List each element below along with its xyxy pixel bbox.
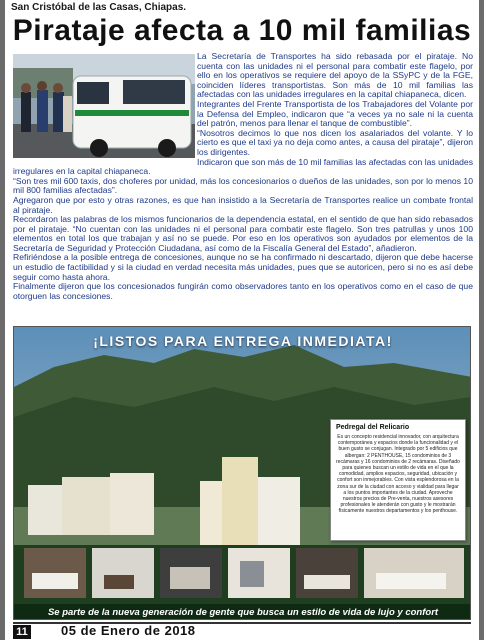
- newspaper-page: [5, 0, 479, 640]
- article-paragraph: Integrantes del Frente Transportista de los Trabajadores del Volante por la Defensa del Empleo, indicaron que “a veces ya no sale ni la cuenta del patrón, menos para llenar el tanque de combustible”.: [197, 98, 473, 129]
- article-paragraph: Recordaron las palabras de los mismos funcionarios de la dependencia estatal, en el sentido de que han sido rebasados por el pirataje. “No cuentan con las unidades ni el personal para combatir este flagelo. Son tres patrullas y unos 100 elementos en total los que trabajan y así no se puede. Por eso en los operativos son ayudados por elementos de la Secretaría de Seguridad y Protección Ciudadana, así como de la Fiscalía General del Estado”, añadieron.: [13, 214, 473, 253]
- issue-date: 05 de Enero de 2018: [61, 623, 196, 638]
- article-paragraph: La Secretaría de Transportes ha sido rebasada por el pirataje. No cuenta con las unidades ni el personal para combatir este flagelo, por ello en los operativos se requiere del apoyo de la SSyPC y de la FGE, coinciden líderes transportistas. Son más de 10 mil familias las afectadas con las unidades irregulares en la capital chiapaneca, dicen.: [197, 51, 473, 100]
- news-photo: [13, 54, 195, 158]
- article-paragraph: “Nosotros decimos lo que nos dicen los asalariados del volante. Y lo cierto es que el taxi ya no deja como antes, a causa del pirataje”, dijeron los dirigentes.: [197, 127, 473, 157]
- headline: Pirataje afecta a 10 mil familias: [12, 14, 472, 47]
- article-paragraph: “Son tres mil 600 taxis, dos choferes por unidad, más los concesionarios o dueños de las unidades, son por lo menos 10 mil 800 familias afectadas”.: [13, 175, 473, 196]
- ad-info-description: Es un concepto residencial innovador, con arquitectura contemporánea y espacios donde la funcionalidad y el buen gusto se conjugan. Integrado por 5 edificios que albergan: 2 PENTHOUSE, 15 condominios de 3 recámaras y 16 condominios de 2 recámaras. Diseñado para quienes buscan un estilo de vida en el que la comodidad, amplios espacios, seguridad, ubicación y confort son inmejorables. Con vista esplendorosa en la zona sur de la ciudad con acceso y vialidad para llegar a los puntos importantes de la ciudad. Aproveche nuestros precios de Pre-venta, nuestros asesores profesionales le atenderán con gusto y le mostrarán físicamente nuestros departamentos y los penthouse.: [336, 434, 460, 515]
- ad-info-box: [330, 419, 466, 541]
- ad-slogan: Se parte de la nueva generación de gente que busca un estilo de vida de lujo y confort: [14, 604, 471, 620]
- article-paragraph: Finalmente dijeron que los concesionados fungirán como observadores tanto en los operativos como en el caso de que otorguen las concesiones.: [13, 281, 473, 301]
- article-paragraph: Agregaron que por esto y otras razones, es que han insistido a la Secretaría de Transportes realice un combate frontal al pirataje.: [13, 194, 473, 215]
- ad-banner-title: ¡LISTOS PARA ENTREGA INMEDIATA!: [93, 333, 393, 349]
- page-number: 11: [13, 625, 31, 639]
- taxi-photo-illustration: [13, 54, 195, 158]
- article-paragraph: Indicaron que son más de 10 mil familias las afectadas con las unidades irregulares en la capital chiapaneca.: [13, 156, 473, 177]
- real-estate-ad: [13, 326, 471, 620]
- ad-info-title: Pedregal del Relicario: [336, 424, 410, 431]
- interior-photos-illustration: [20, 545, 468, 601]
- ad-photo-strip: [20, 545, 468, 601]
- article-paragraph: Refiriéndose a la posible entrega de concesiones, aunque no se ha confirmado ni descartado, dijeron que debe hacerse un estudio de factibilidad y si la ciudad en verdad necesita más unidades, pues que se autoricen, pero si no es así debe seguir como hasta ahora.: [13, 252, 473, 282]
- location-line: San Cristóbal de las Casas, Chiapas.: [11, 2, 187, 13]
